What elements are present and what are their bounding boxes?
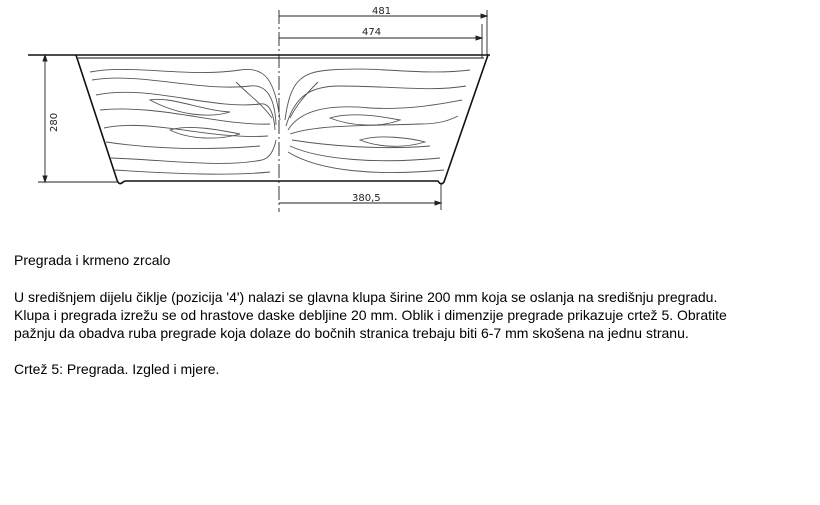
dimension-280-label: 280	[49, 112, 60, 132]
figure-caption: Crtež 5: Pregrada. Izgled i mjere.	[14, 361, 220, 377]
bulkhead-drawing	[0, 0, 820, 230]
paragraph-line-2: Klupa i pregrada izrežu se od hrastove daske debljine 20 mm. Oblik i dimenzije pregrade prikazuje crtež 5. Obratite	[14, 307, 727, 323]
section-heading: Pregrada i krmeno zrcalo	[14, 252, 171, 268]
paragraph-line-3: pažnju da obadva ruba pregrade koja dolaze do bočnih stranica trebaju biti 6-7 mm skošena na jednu stranu.	[14, 325, 689, 341]
dimension-474-label: 474	[362, 27, 382, 38]
wood-grain	[90, 69, 470, 174]
dimension-380-5-label: 380,5	[352, 193, 381, 204]
dimension-481-label: 481	[372, 6, 392, 17]
paragraph-line-1: U središnjem dijelu čiklje (pozicija '4') nalazi se glavna klupa širine 200 mm koja se oslanja na središnju pregradu.	[14, 289, 718, 305]
bulkhead-outline	[76, 55, 488, 184]
